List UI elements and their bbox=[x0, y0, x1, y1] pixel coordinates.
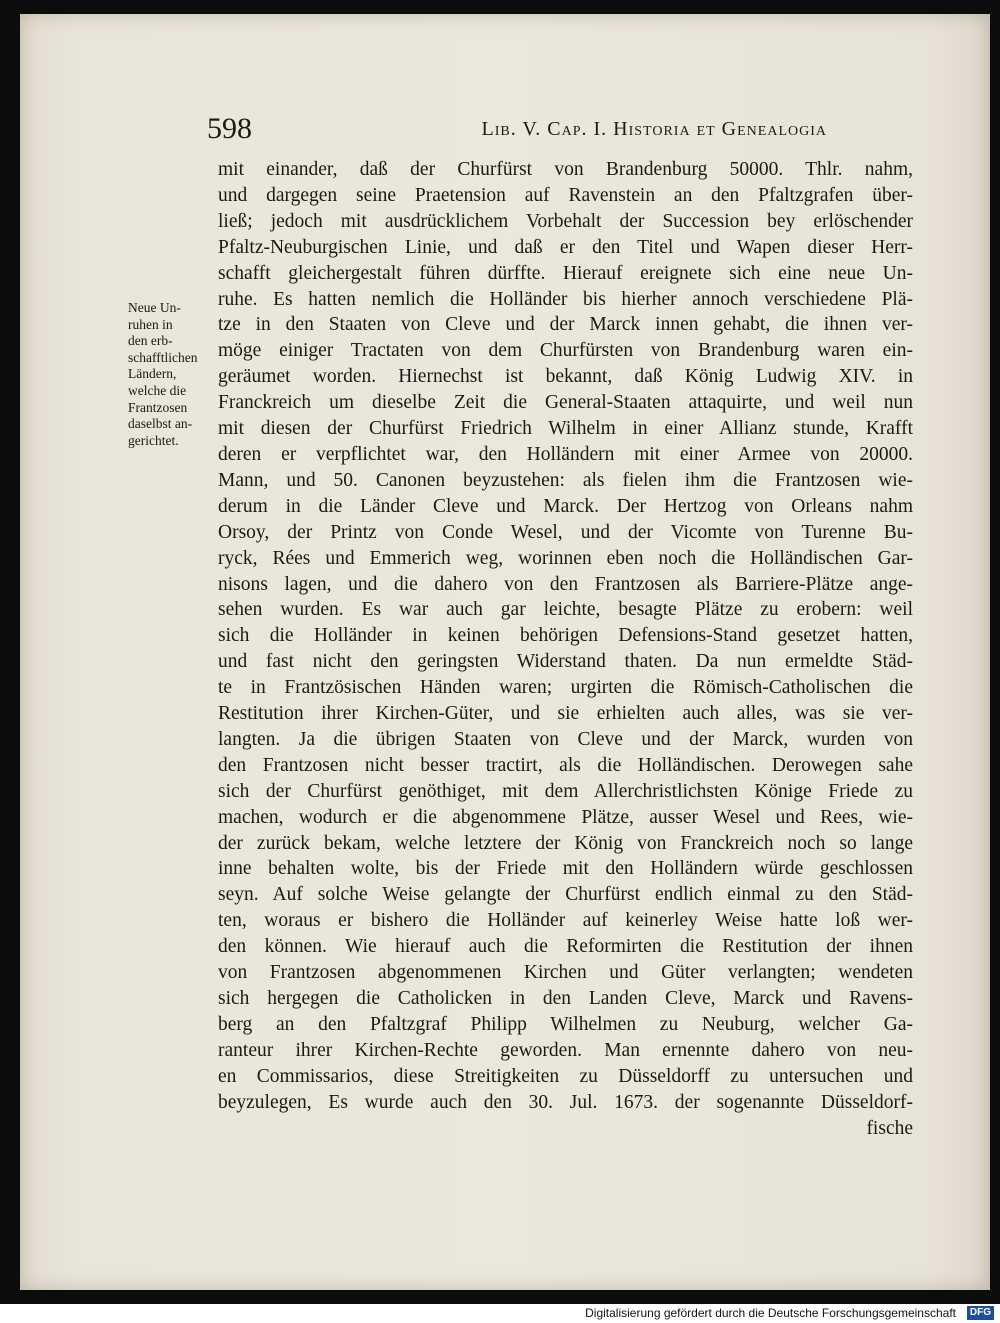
marginal-note-line: Neue Un- bbox=[128, 300, 181, 315]
text-line: tze in den Staaten von Cleve und der Marck innen gehabt, die ihnen ver- bbox=[218, 314, 913, 336]
text-line: mit diesen der Churfürst Friedrich Wilhelm in einer Allianz stunde, Krafft bbox=[218, 418, 913, 440]
catchword: fische bbox=[866, 1117, 913, 1139]
text-line: seyn. Auf solche Weise gelangte der Churfürst endlich einmal zu den Städ- bbox=[218, 884, 913, 906]
running-title: Lib. V. Cap. I. Historia et Genealogia bbox=[481, 118, 827, 140]
text-line: sich die Holländer in keinen behörigen Defensions-Stand gesetzet hatten, bbox=[218, 625, 913, 647]
text-line: en Commissarios, diese Streitigkeiten zu Düsseldorff zu untersuchen und bbox=[218, 1065, 913, 1087]
page-header bbox=[207, 112, 827, 152]
text-line: langten. Ja die übrigen Staaten von Cleve und der Marck, wurden von bbox=[218, 728, 913, 750]
text-line: beyzulegen, Es wurde auch den 30. Jul. 1673. der sogenannte Düsseldorf- bbox=[218, 1091, 913, 1113]
text-line: den Frantzosen nicht besser tractirt, als die Holländischen. Derowegen sahe bbox=[218, 754, 913, 776]
page-number: 598 bbox=[207, 112, 252, 145]
text-line: ryck, Rées und Emmerich weg, worinnen eben noch die Holländischen Gar- bbox=[218, 547, 913, 569]
text-line: Orsoy, der Printz von Conde Wesel, und der Vicomte von Turenne Bu- bbox=[218, 521, 913, 543]
text-line: Mann, und 50. Canonen beyzustehen: als fielen ihm die Frantzosen wie- bbox=[218, 469, 913, 491]
text-line: derum in die Länder Cleve und Marck. Der Hertzog von Orleans nahm bbox=[218, 495, 913, 517]
text-line: berg an den Pfaltzgraf Philipp Wilhelmen zu Neuburg, welcher Ga- bbox=[218, 1013, 913, 1035]
marginal-note-line: den erb- bbox=[128, 333, 173, 349]
text-line: und dargegen seine Praetension auf Ravenstein an den Pfaltzgrafen über- bbox=[218, 184, 913, 206]
text-line: schafft gleichergestalt führen dürffte. Hierauf ereignete sich eine neue Un- bbox=[218, 262, 913, 284]
marginal-note-line: welche die bbox=[128, 382, 187, 398]
text-line: sehen wurden. Es war auch gar leichte, besagte Plätze zu erobern: weil bbox=[218, 599, 913, 621]
marginal-note-line: Ländern, bbox=[128, 366, 177, 382]
text-line: geräumet worden. Hiernechst ist bekannt, daß König Ludwig XIV. in bbox=[218, 366, 913, 388]
text-line: ließ; jedoch mit ausdrücklichem Vorbehalt der Succession bey erlöschender bbox=[218, 210, 913, 232]
text-line: te in Frantzösischen Händen waren; urgirten die Römisch-Catholischen die bbox=[218, 677, 913, 699]
text-line: von Frantzosen abgenommenen Kirchen und Güter verlangten; wendeten bbox=[218, 962, 913, 984]
text-line: und fast nicht den geringsten Widerstand thaten. Da nun ermeldte Städ- bbox=[218, 651, 913, 673]
text-line: nisons lagen, und die dahero von den Frantzosen als Barriere-Plätze ange- bbox=[218, 573, 913, 595]
text-line: der zurück bekam, welche letztere der König von Franckreich noch so lange bbox=[218, 832, 913, 854]
text-line: deren er verpflichtet war, den Holländern mit einer Armee von 20000. bbox=[218, 443, 913, 465]
text-line: sich hergegen die Catholicken in den Landen Cleve, Marck und Ravens- bbox=[218, 988, 913, 1009]
text-line: machen, wodurch er die abgenommene Plätze, ausser Wesel und Rees, wie- bbox=[218, 806, 913, 828]
dfg-logo: DFG bbox=[967, 1306, 994, 1320]
text-line: den können. Wie hierauf auch die Reformirten die Restitution der ihnen bbox=[218, 936, 913, 958]
marginal-note-line: schafftlichen bbox=[128, 349, 198, 365]
marginal-note-line: gerichtet. bbox=[128, 432, 179, 448]
text-line: sich der Churfürst genöthiget, mit dem Allerchristlichsten Könige Friede zu bbox=[218, 780, 913, 802]
marginal-note bbox=[128, 300, 214, 449]
text-line: mit einander, daß der Churfürst von Brandenburg 50000. Thlr. nahm, bbox=[218, 159, 913, 180]
text-line: ranteur ihrer Kirchen-Rechte geworden. Man ernennte dahero von neu- bbox=[218, 1039, 913, 1061]
text-line: ruhe. Es hatten nemlich die Holländer bis hierher annoch verschiedene Plä- bbox=[218, 288, 913, 310]
text-line: ten, woraus er bishero die Holländer auf keinerley Weise hatte loß wer- bbox=[218, 910, 913, 932]
marginal-note-line: daselbst an- bbox=[128, 416, 193, 432]
funding-credit: Digitalisierung gefördert durch die Deutsche Forschungsgemeinschaft bbox=[585, 1306, 956, 1320]
text-line: inne behalten wolte, bis der Friede mit den Holländern würde geschlossen bbox=[218, 858, 913, 880]
text-line: Pfaltz-Neuburgischen Linie, und daß er den Titel und Wapen dieser Herr- bbox=[218, 236, 913, 258]
text-line: Restitution ihrer Kirchen-Güter, und sie erhielten auch alles, was sie ver- bbox=[218, 703, 913, 725]
marginal-note-line: ruhen in bbox=[128, 316, 173, 332]
body-text bbox=[218, 157, 913, 1141]
text-line: Franckreich um dieselbe Zeit die General-Staaten attaquirte, und weil nun bbox=[218, 392, 913, 414]
marginal-note-line: Frantzosen bbox=[128, 399, 188, 415]
footer-bar bbox=[0, 1304, 1000, 1323]
text-line: möge einiger Tractaten von dem Churfürsten von Brandenburg waren ein- bbox=[218, 340, 913, 362]
